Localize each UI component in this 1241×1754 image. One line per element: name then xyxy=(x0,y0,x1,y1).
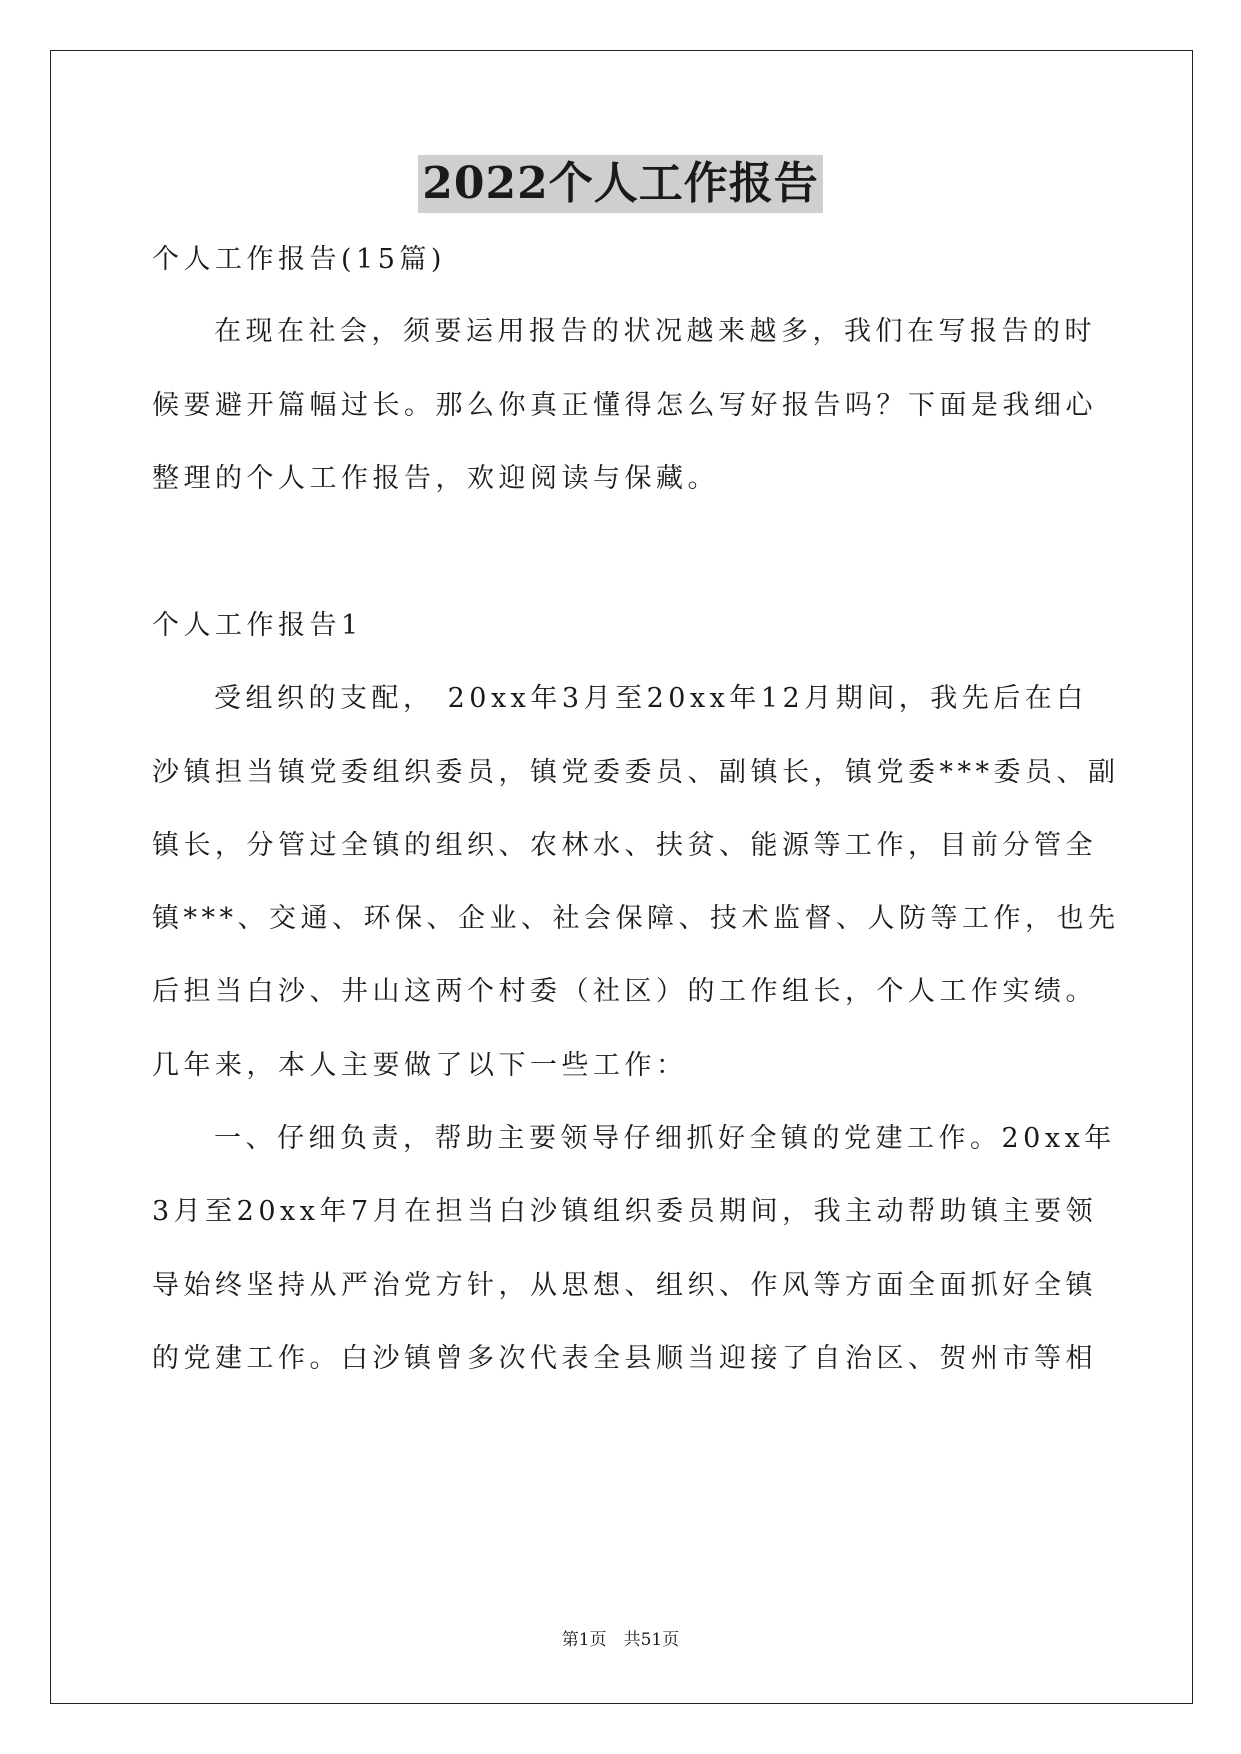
page-border xyxy=(50,50,1193,1704)
paragraph-line: 沙镇担当镇党委组织委员，镇党委委员、副镇长，镇党委***委员、副 xyxy=(152,757,1120,788)
paragraph-line: 整理的个人工作报告，欢迎阅读与保藏。 xyxy=(152,463,719,494)
paragraph-line: 候要避开篇幅过长。那么你真正懂得怎么写好报告吗？下面是我细心 xyxy=(152,390,1097,421)
paragraph-line: 导始终坚持从严治党方针，从思想、组织、作风等方面全面抓好全镇 xyxy=(152,1270,1097,1301)
paragraph-line: 3月至20xx年7月在担当白沙镇组织委员期间，我主动帮助镇主要领 xyxy=(152,1196,1098,1227)
section-heading: 个人工作报告1 xyxy=(152,610,363,641)
paragraph-line: 镇长，分管过全镇的组织、农林水、扶贫、能源等工作，目前分管全 xyxy=(152,830,1097,861)
paragraph-line: 的党建工作。白沙镇曾多次代表全县顺当迎接了自治区、贺州市等相 xyxy=(152,1343,1097,1374)
subtitle-line: 个人工作报告(15篇) xyxy=(152,244,446,275)
paragraph-line: 一、仔细负责，帮助主要领导仔细抓好全镇的党建工作。20xx年 xyxy=(214,1123,1116,1154)
paragraph-line: 后担当白沙、井山这两个村委（社区）的工作组长，个人工作实绩。 xyxy=(152,976,1097,1007)
paragraph-line: 镇***、交通、环保、企业、社会保障、技术监督、人防等工作，也先 xyxy=(152,903,1120,934)
paragraph-line: 受组织的支配， 20xx年3月至20xx年12月期间，我先后在白 xyxy=(214,683,1088,714)
document-title: 2022个人工作报告 xyxy=(418,155,822,213)
title-container xyxy=(0,155,1241,213)
page-footer: 第1页 共51页 xyxy=(561,1630,680,1650)
paragraph-line: 几年来，本人主要做了以下一些工作： xyxy=(152,1050,688,1081)
paragraph-line: 在现在社会，须要运用报告的状况越来越多，我们在写报告的时 xyxy=(214,316,1096,347)
